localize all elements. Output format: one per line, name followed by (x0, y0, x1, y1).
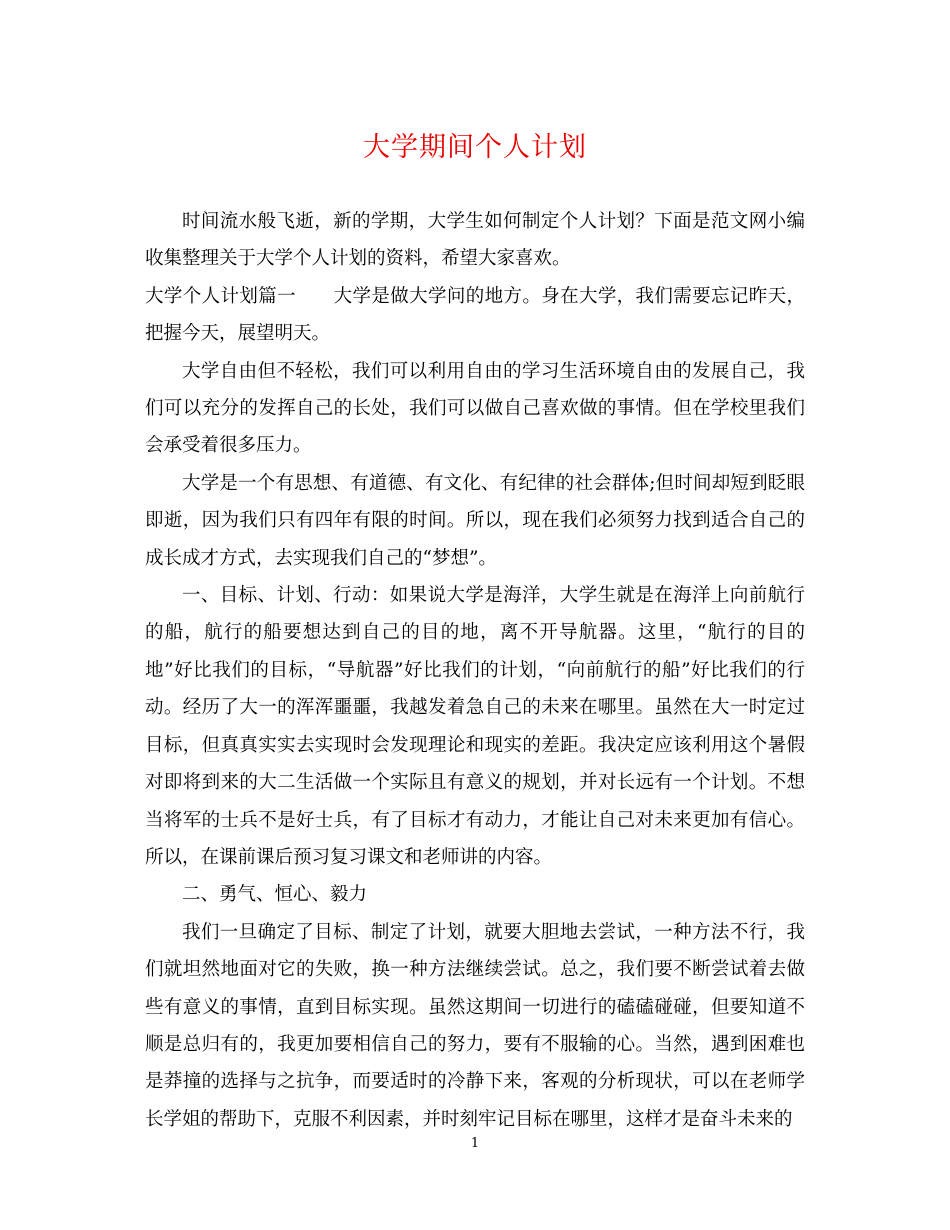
document-title: 大学期间个人计划 (363, 132, 587, 163)
paragraph-courage-heading: 二、勇气、恒心、毅力 (182, 884, 368, 906)
paragraph-intro: 时间流水般飞逝，新的学期，大学生如何制定个人计划？下面是范文网小编收集整理关于大学个人计划的资料，希望大家喜欢。 (145, 211, 805, 270)
document-body (145, 203, 805, 1138)
paragraph-community: 大学是一个有思想、有道德、有文化、有纪律的社会群体;但时间却短到眨眼即逝，因为我们只有四年有限的时间。所以，现在我们必须努力找到适合自己的成长成才方式，去实现我们自己的“梦想”。 (145, 472, 805, 569)
paragraph-goals-plan-action: 一、目标、计划、行动：如果说大学是海洋，大学生就是在海洋上向前航行的船，航行的船要想达到自己的目的地，离不开导航器。这里，“航行的目的地”好比我们的目标，“导航器”好比我们的计划，“向前航行的船”好比我们的行动。经历了大一的浑浑噩噩，我越发着急自己的未来在哪里。虽然在大一时定过目标，但真真实实去实现时会发现理论和现实的差距。我决定应该利用这个暑假对即将到来的大二生活做一个实际且有意义的规划，并对长远有一个计划。不想当将军的士兵不是好士兵，有了目标才有动力，才能让自己对未来更加有信心。所以，在课前课后预习复习课文和老师讲的内容。 (145, 585, 805, 868)
page-number: 1 (470, 1136, 480, 1151)
paragraph-freedom: 大学自由但不轻松，我们可以利用自由的学习生活环境自由的发展自己，我们可以充分的发挥自己的长处，我们可以做自己喜欢做的事情。但在学校里我们会承受着很多压力。 (145, 360, 805, 457)
paragraph-perseverance: 我们一旦确定了目标、制定了计划，就要大胆地去尝试，一种方法不行，我们就坦然地面对它的失败，换一种方法继续尝试。总之，我们要不断尝试着去做些有意义的事情，直到目标实现。虽然这期间一切进行的磕磕碰碰，但要知道不顺是总归有的，我更加要相信自己的努力，要有不服输的心。当然，遇到困难也是莽撞的选择与之抗争，而要适时的冷静下来，客观的分析现状，可以在老师学长学姐的帮助下，克服不利因素，并时刻牢记目标在哪里，这样才是奋斗未来的 (145, 921, 805, 1130)
paragraph-section-one-heading: 大学个人计划篇一 大学是做大学问的地方。身在大学，我们需要忘记昨天，把握今天，展望明天。 (145, 285, 805, 345)
